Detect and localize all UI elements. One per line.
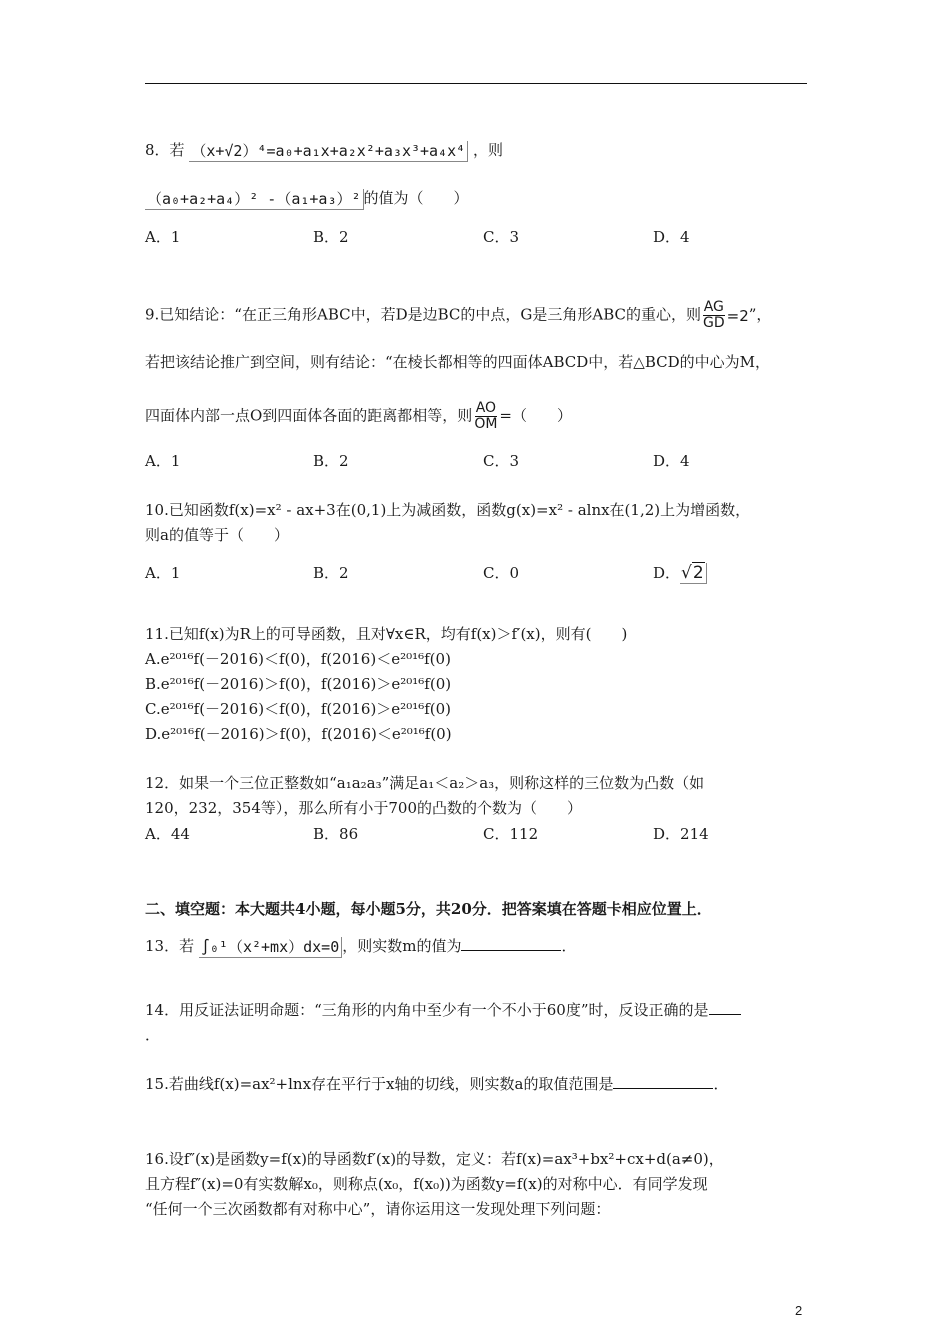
q16-line1: 16.设f″(x)是函数y=f(x)的导函数f′(x)的导数，定义：若f(x)=ax³+bx²+cx+d(a≠0)，: [145, 1150, 724, 1168]
q11-option-a: A.e²⁰¹⁶f(－2016)＜f(0)，f(2016)＜e²⁰¹⁶f(0): [145, 650, 451, 668]
q16-line3: “任何一个三次函数都有对称中心”，请你运用这一发现处理下列问题：: [145, 1200, 611, 1218]
q8-option-a: A．1: [145, 228, 181, 246]
q12-option-a: A．44: [145, 825, 190, 843]
q12-option-b: B．86: [313, 825, 359, 843]
q16-line2: 且方程f″(x)=0有实数解x₀，则称点(x₀，f(x₀))为函数y=f(x)的对称中心．有同学发现: [145, 1175, 708, 1193]
q9-option-a: A．1: [145, 452, 181, 470]
q8-line1: 8．若 （x+√2）⁴=a₀+a₁x+a₂x²+a₃x³+a₄x⁴ ，则: [145, 141, 503, 160]
sqrt-two-image: √2: [680, 563, 707, 584]
q8-option-b: B．2: [313, 228, 349, 246]
q14-line2: ．: [145, 1026, 161, 1044]
q8-option-d: D．4: [653, 228, 690, 246]
q13-integral-image: ∫₀¹（x²+mx）dx=0: [199, 937, 342, 958]
q15-answer-blank: [613, 1074, 713, 1089]
q12-line1: 12．如果一个三位正整数如“a₁a₂a₃”满足a₁＜a₂＞a₃，则称这样的三位数为凸数（如: [145, 774, 705, 792]
q9-line3: 四面体内部一点O到四面体各面的距离都相等，则 $\frac{AO}{OM}$ =（ ）: [145, 400, 572, 432]
q10-option-c: C．0: [483, 564, 520, 582]
q9-option-d: D．4: [653, 452, 690, 470]
section-heading-fill-in: 二、填空题：本大题共4小题，每小题5分，共20分．把答案填在答题卡相应位置上．: [145, 900, 712, 918]
q15-line: 15.若曲线f(x)=ax²+lnx存在平行于x轴的切线，则实数a的取值范围是 ．: [145, 1075, 729, 1093]
q8-expression-image: （x+√2）⁴=a₀+a₁x+a₂x²+a₃x³+a₄x⁴: [189, 141, 468, 162]
q10-option-b: B．2: [313, 564, 349, 582]
q11-option-d: D.e²⁰¹⁶f(－2016)＞f(0)，f(2016)＜e²⁰¹⁶f(0): [145, 725, 452, 743]
q11-option-b: B.e²⁰¹⁶f(－2016)＞f(0)，f(2016)＞e²⁰¹⁶f(0): [145, 675, 452, 693]
q10-line1: 10.已知函数f(x)=x² - ax+3在(0,1)上为减函数，函数g(x)=x² - alnx在(1,2)上为增函数，: [145, 501, 751, 519]
header-rule: [145, 83, 807, 84]
q9-option-c: C．3: [483, 452, 520, 470]
q11-option-c: C.e²⁰¹⁶f(－2016)＜f(0)，f(2016)＞e²⁰¹⁶f(0): [145, 700, 452, 718]
q8-line2: （a₀+a₂+a₄）² -（a₁+a₃）² 的值为（ ）: [147, 189, 469, 208]
q9-fraction-ao-om: $\frac{AO}{OM}$: [474, 400, 498, 432]
q12-option-d: D．214: [653, 825, 709, 843]
q14-line1: 14．用反证法证明命题：“三角形的内角中至少有一个不小于60度”时，反设正确的是: [145, 1000, 741, 1020]
q8-expression2-image: （a₀+a₂+a₄）² -（a₁+a₃）²: [145, 189, 364, 210]
q9-fraction-ag-gd: $\frac{AG}{GD}$: [703, 299, 725, 331]
q13-line: 13．若 ∫₀¹（x²+mx）dx=0 ，则实数m的值为 ．: [145, 937, 577, 956]
q10-line2: 则a的值等于（ ）: [145, 526, 289, 544]
page-number: 2: [795, 1303, 803, 1318]
q10-option-d: D．√2: [653, 563, 707, 583]
q13-answer-blank: [461, 936, 561, 951]
q9-line1: 9.已知结论：“在正三角形ABC中，若D是边BC的中点，G是三角形ABC的重心，则 $\frac{AG}{GD}$ =2”，: [145, 299, 772, 331]
q12-option-c: C．112: [483, 825, 539, 843]
q8-option-c: C．3: [483, 228, 520, 246]
q14-answer-blank: [709, 1000, 741, 1015]
q11-line1: 11.已知f(x)为R上的可导函数，且对∀x∈R，均有f(x)＞f′(x)，则有( ): [145, 625, 628, 643]
q10-option-a: A．1: [145, 564, 181, 582]
q9-option-b: B．2: [313, 452, 349, 470]
q9-line2: 若把该结论推广到空间，则有结论：“在棱长都相等的四面体ABCD中，若△BCD的中心为M，: [145, 353, 771, 371]
q12-line2: 120，232，354等），那么所有小于700的凸数的个数为（ ）: [145, 799, 583, 817]
